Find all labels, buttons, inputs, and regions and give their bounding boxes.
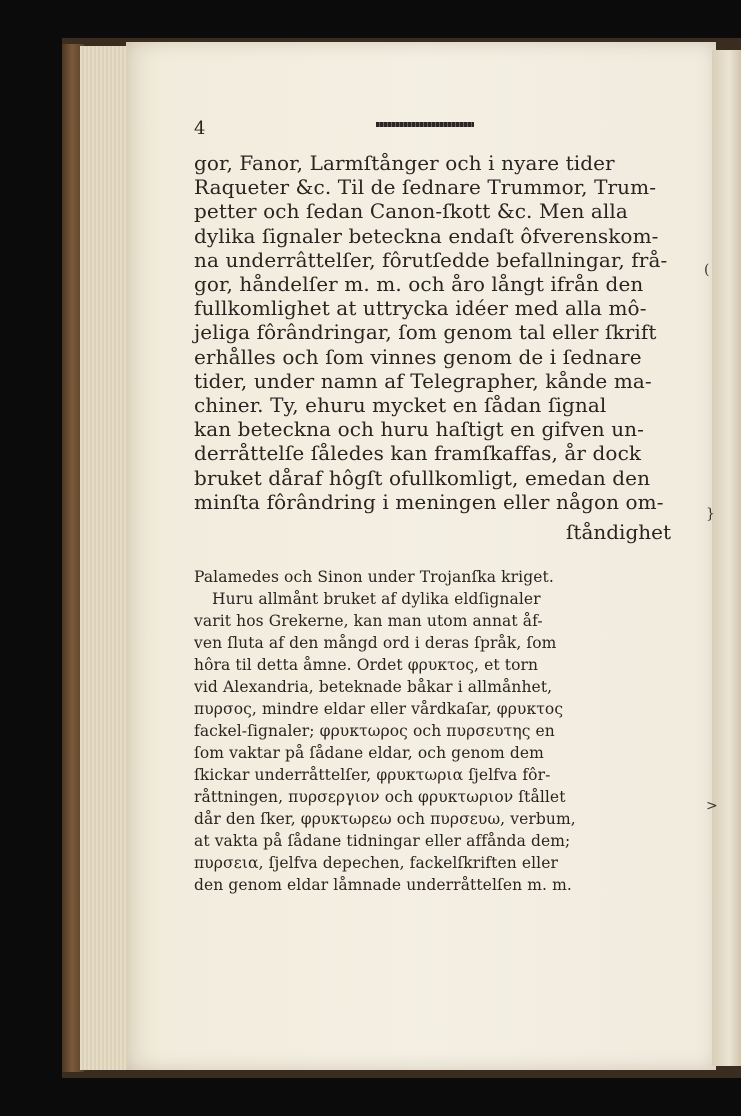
margin-mark: }: [706, 506, 715, 522]
margin-mark: >: [706, 798, 718, 814]
footnote-text: [194, 566, 654, 896]
footnote-line: dår den ſker, φρυκτωρεω och πυρσευω, verbum,: [194, 810, 576, 828]
margin-mark: (: [704, 262, 710, 278]
footnote-line: πυρσεια, ſjelfva depechen, fackelſkriften eller: [194, 854, 559, 872]
footnote-line: hôra til detta åmne. Ordet φρυκτος, et torn: [194, 656, 539, 674]
text-line: kan beteckna och huru haſtigt en gifven un-: [194, 417, 645, 442]
footnote-line: πυρσος, mindre eldar eller vårdkaſar, φρυκτος: [194, 700, 564, 718]
page-number: 4: [194, 118, 206, 139]
footnote-line: den genom eldar låmnade underråttelſen m. m.: [194, 876, 572, 894]
footnote-line: Palamedes och Sinon under Trojanſka kriget.: [194, 568, 554, 586]
footnote-line: varit hos Grekerne, kan man utom annat åf-: [194, 612, 543, 630]
text-line: gor, Fanor, Larmſtånger och i nyare tider: [194, 151, 615, 175]
header-ornament-rule: [376, 122, 474, 127]
text-line: chiner. Ty, ehuru mycket en ſådan ſignal: [194, 393, 607, 418]
page-edges: [80, 46, 128, 1070]
footnote-line: fackel-ſignaler; φρυκτωρος och πυρσευτης en: [194, 722, 555, 740]
text-line: fullkomlighet at uttrycka idéer med alla mô-: [194, 296, 647, 321]
footnote-line: råttningen, πυρσεργιον och φρυκτωριον ſtållet: [194, 788, 566, 806]
text-line: bruket dåraf hôgſt ofullkomligt, emedan den: [194, 465, 651, 490]
text-line: na underrâttelſer, fôrutſedde befallningar, frå-: [194, 247, 668, 272]
footnote-line: vid Alexandria, beteknade båkar i allmånhet,: [194, 678, 553, 696]
footnote-line: at vakta på ſådane tidningar eller affånda dem;: [194, 832, 571, 850]
text-line: gor, håndelſer m. m. och åro långt ifrån den: [194, 272, 644, 297]
footnote-line: ſom vaktar på ſådane eldar, och genom dem: [194, 744, 544, 762]
text-line: erhålles och ſom vinnes genom de i ſednare: [194, 344, 642, 369]
text-line: dylika ſignaler beteckna endaſt ôfverenskom-: [194, 223, 659, 248]
text-line: minſta fôrândring i meningen eller någon om-: [194, 489, 664, 514]
text-line: derråttelſe ſåledes kan framſkaffas, år dock: [194, 441, 642, 466]
footnote-line: ven ſluta af den mångd ord i deras ſpråk, ſom: [194, 634, 557, 652]
text-line: jeliga fôrândringar, ſom genom tal eller ſkrift: [194, 320, 657, 345]
footnote-line: Huru allmånt bruket af dylika eldſignaler: [212, 590, 541, 608]
text-line: petter och ſedan Canon-ſkott &c. Men alla: [194, 199, 628, 224]
main-text: [194, 151, 668, 514]
facing-page-edge: [712, 50, 741, 1066]
text-line: Raqueter &c. Til de ſednare Trummor, Trum-: [194, 175, 657, 200]
footnote-line: ſkickar underråttelſer, φρυκτωρια ſjelfva fôr-: [194, 766, 551, 784]
catchword: ſtåndighet: [566, 520, 671, 544]
text-line: tider, under namn af Telegrapher, kånde ma-: [194, 368, 652, 393]
